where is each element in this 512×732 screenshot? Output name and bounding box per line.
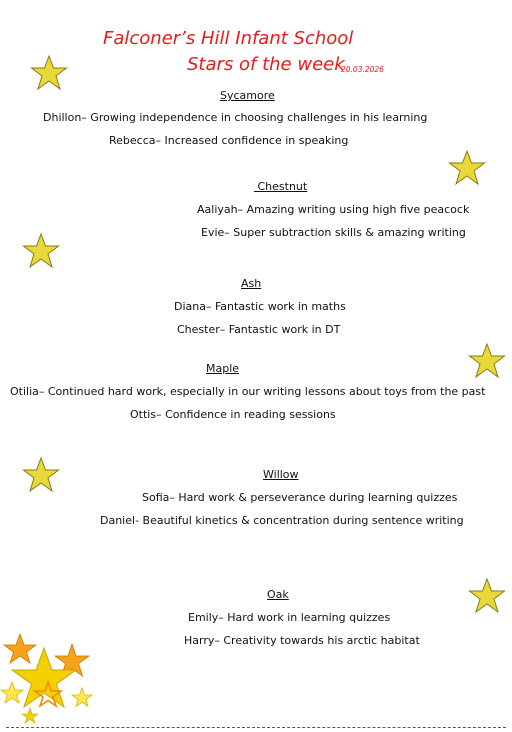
page-divider <box>6 727 506 728</box>
class-heading-oak: Oak <box>267 588 289 601</box>
entry-oak-1: Emily– Hard work in learning quizzes <box>188 611 391 624</box>
entry-sycamore-1: Dhillon– Growing independence in choosing challenges in his learning <box>43 111 428 124</box>
entry-willow-1: Sofia– Hard work & perseverance during learning quizzes <box>142 491 458 504</box>
star-icon <box>468 578 506 614</box>
entry-ash-2: Chester– Fantastic work in DT <box>177 323 341 336</box>
class-heading-maple: Maple <box>206 362 240 375</box>
star-icon <box>22 457 60 493</box>
entry-chestnut-1: Aaliyah– Amazing writing using high five peacock <box>197 203 470 216</box>
entry-sycamore-2: Rebecca– Increased confidence in speaking <box>109 134 349 147</box>
class-heading-sycamore: Sycamore <box>220 89 275 102</box>
date-label: 20.03.2026 <box>341 65 384 74</box>
star-cluster-icon <box>0 630 100 724</box>
class-heading-ash: Ash <box>241 277 262 290</box>
page-subtitle: Stars of the week <box>187 54 345 75</box>
entry-maple-2: Ottis– Confidence in reading sessions <box>130 408 336 421</box>
entry-maple-1: Otilia– Continued hard work, especially in our writing lessons about toys from the past <box>10 385 486 398</box>
entry-willow-2: Daniel- Beautiful kinetics & concentration during sentence writing <box>100 514 464 527</box>
class-heading-chestnut: Chestnut <box>254 180 308 193</box>
entry-ash-1: Diana– Fantastic work in maths <box>174 300 346 313</box>
school-title: Falconer’s Hill Infant School <box>103 28 354 49</box>
entry-chestnut-2: Evie– Super subtraction skills & amazing writing <box>201 226 466 239</box>
entry-oak-2: Harry– Creativity towards his arctic habitat <box>184 634 420 647</box>
star-icon <box>22 233 60 269</box>
star-icon <box>468 343 506 379</box>
star-icon <box>448 150 486 186</box>
class-heading-willow: Willow <box>263 468 299 481</box>
star-icon <box>30 55 68 91</box>
